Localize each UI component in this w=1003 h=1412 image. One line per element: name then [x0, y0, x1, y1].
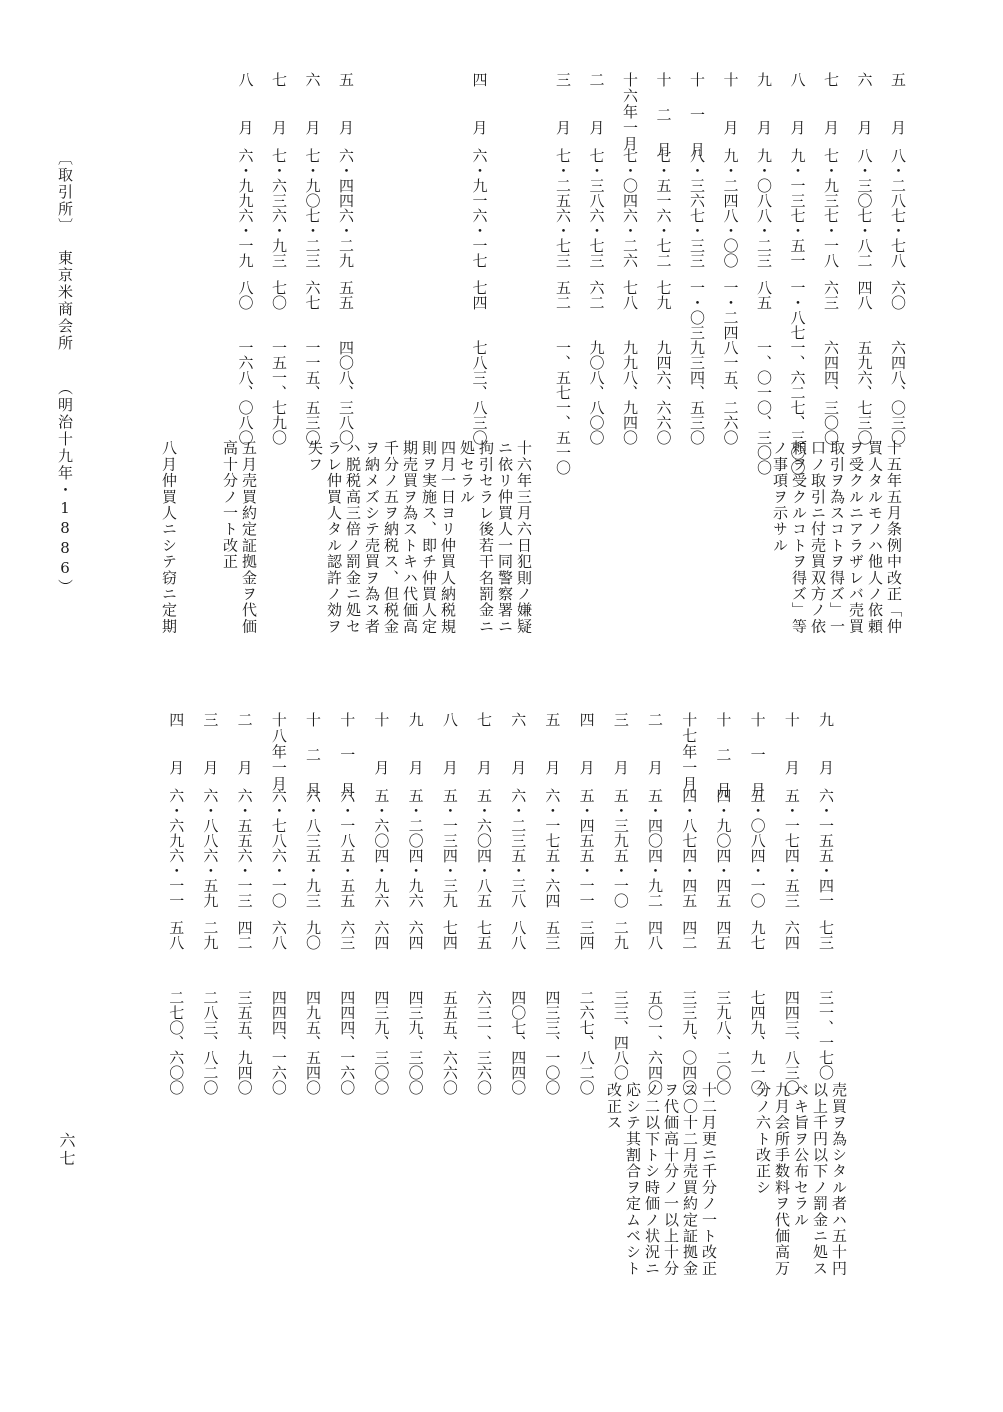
top-high-cell: 七・九三: [822, 148, 840, 208]
top-volume-cell: 一、〇一〇、三〇〇: [755, 340, 773, 475]
bottom-range-cell: 六四: [782, 920, 801, 950]
bottom-volume-cell: 四三九、三〇〇: [372, 990, 391, 1095]
top-month-cell: 三 月: [554, 72, 572, 136]
bottom-high-cell: 六・八八: [201, 788, 220, 848]
top-range-cell: 六三: [822, 280, 840, 310]
bottom-low-cell: 四・四五: [680, 848, 699, 908]
bottom-volume-cell: 三一、一七〇: [817, 990, 835, 1080]
bottom-high-cell: 四・九〇: [714, 788, 733, 848]
bottom-high-cell: 五・四〇: [646, 788, 664, 848]
top-low-cell: 七・五一: [788, 208, 807, 268]
bottom-month-cell: 二 月: [646, 712, 664, 776]
top-high-cell: 八・三〇: [855, 148, 874, 208]
bottom-range-cell: 三四: [577, 920, 596, 950]
bottom-high-cell: 六・八三: [304, 788, 322, 848]
top-note-1: 十五年五月条例中改正「仲 買人タルモノハ他人ノ依頼 ヲ受クルニアラザレバ売買 取引ヲ為スコトヲ得ズ」一 口ノ取引ニ付売買双方ノ依 頼ヲ受クルコトヲ得ズ」等 ノ事項ヲ示サル: [771, 440, 903, 635]
top-high-cell: 六・九九: [236, 148, 255, 208]
top-low-cell: 八・〇〇: [721, 208, 740, 268]
bottom-low-cell: 五・一〇: [611, 848, 630, 908]
top-high-cell: 九・二四: [721, 148, 740, 208]
bottom-volume-cell: 二七〇、六〇〇: [167, 990, 186, 1095]
bottom-range-cell: 九七: [748, 920, 767, 950]
top-volume-cell: 六四四、三〇〇: [822, 340, 840, 445]
top-month-cell: 十 月: [721, 72, 740, 136]
top-range-cell: 八〇: [236, 280, 255, 310]
top-range-cell: 五五: [337, 280, 355, 310]
top-volume-cell: 九四六、六六〇: [654, 340, 673, 445]
bottom-month-cell: 三 月: [201, 712, 220, 776]
top-note-2: 十六年三月六日犯則ノ嫌疑 ニ依リ仲買人一同警察署ニ 拘引セラレ後若干名罰金ニ 処セラル 四月一日ヨリ仲買人納税規 則ヲ実施ス、即チ仲買人定 期売買ヲ為ストキハ代価高 千分ノ五ヲ納税ス、但税金 ヲ納メズシテ売買ヲ為ス者 ハ脱税高三倍ノ罰金ニ処セ ラレ仲買人タル認許ノ効ヲ 失フ: [306, 440, 533, 635]
top-month-cell: 七 月: [822, 72, 840, 136]
bottom-month-cell: 十 一 月: [338, 712, 357, 798]
top-high-cell: 七・三八: [587, 148, 606, 208]
footer-period: （明治十九年・1886）: [56, 380, 74, 596]
bottom-high-cell: 五・六〇: [372, 788, 391, 848]
bottom-month-cell: 九 月: [817, 712, 835, 776]
top-low-cell: 六・七三: [554, 208, 572, 268]
top-high-cell: 八・二八: [889, 148, 907, 208]
bottom-note-1: 売買ヲ為シタル者ハ五十円 以上千円以下ノ罰金ニ処ス ベキ旨ヲ公布セラル 九月会所手数料ヲ代価高万 分ノ六ト改正シ: [754, 1082, 848, 1277]
top-low-cell: 七・三三: [688, 208, 706, 268]
bottom-range-cell: 二九: [611, 920, 630, 950]
top-low-cell: 七・二三: [303, 208, 322, 268]
bottom-high-cell: 五・〇八: [748, 788, 767, 848]
top-volume-cell: 八一五、二六〇: [721, 340, 740, 445]
bottom-volume-cell: 六三一、三六〇: [475, 990, 493, 1095]
top-high-cell: 七・五一: [654, 148, 673, 208]
footer-title: 東京米商会所: [56, 250, 74, 352]
top-low-cell: 七・一八: [822, 208, 840, 268]
top-low-cell: 六・七二: [654, 208, 673, 268]
bottom-low-cell: 四・四五: [714, 848, 733, 908]
bottom-range-cell: 九〇: [304, 920, 322, 950]
bottom-volume-cell: 三三九、〇四〇: [680, 990, 699, 1095]
top-volume-cell: 一一五、五三〇: [303, 340, 322, 445]
bottom-volume-cell: 四〇七、四四〇: [509, 990, 528, 1095]
bottom-high-cell: 六・一八: [338, 788, 357, 848]
bottom-month-cell: 十八年一月: [269, 712, 288, 792]
top-low-cell: 六・二六: [621, 208, 639, 268]
bottom-month-cell: 十 月: [372, 712, 391, 776]
bottom-high-cell: 六・七八: [269, 788, 288, 848]
top-volume-cell: 一五一、七九〇: [270, 340, 288, 445]
top-range-cell: 八五: [755, 280, 773, 310]
bottom-low-cell: 四・八五: [475, 848, 493, 908]
top-range-cell: 六七: [303, 280, 322, 310]
bottom-month-cell: 四 月: [577, 712, 596, 776]
bottom-low-cell: 四・三九: [440, 848, 459, 908]
top-low-cell: 七・八二: [855, 208, 874, 268]
top-month-cell: 七 月: [270, 72, 288, 136]
top-range-cell: 五二: [554, 280, 572, 310]
bottom-range-cell: 五八: [167, 920, 186, 950]
bottom-low-cell: 五・九三: [304, 848, 322, 908]
bottom-month-cell: 六 月: [509, 712, 528, 776]
bottom-high-cell: 四・八七: [680, 788, 699, 848]
top-month-cell: 六 月: [855, 72, 874, 136]
bottom-month-cell: 九 月: [406, 712, 425, 776]
top-high-cell: 七・九〇: [303, 148, 322, 208]
bottom-low-cell: 四・五三: [782, 848, 801, 908]
top-high-cell: 七・二五: [554, 148, 572, 208]
bottom-month-cell: 三 月: [611, 712, 630, 776]
bottom-month-cell: 十 一 月: [748, 712, 767, 798]
top-volume-cell: 五九六、七三〇: [855, 340, 874, 445]
bottom-high-cell: 五・一七: [782, 788, 801, 848]
bottom-high-cell: 六・六九: [167, 788, 186, 848]
bottom-low-cell: 四・九二: [646, 848, 664, 908]
bottom-range-cell: 七五: [475, 920, 493, 950]
bottom-low-cell: 五・六四: [543, 848, 562, 908]
bottom-volume-cell: 四四四、一六〇: [269, 990, 288, 1095]
top-volume-cell: 一六八、〇八〇: [236, 340, 255, 445]
top-note-3: 五月売買約定証拠金ヲ代価 高十分ノ一ト改正: [221, 440, 258, 635]
top-low-cell: 七・七八: [889, 208, 907, 268]
top-high-cell: 九・〇八: [755, 148, 773, 208]
top-range-cell: 四八: [855, 280, 874, 310]
top-low-cell: 八・二三: [755, 208, 773, 268]
top-month-cell: 八 月: [236, 72, 255, 136]
bottom-volume-cell: 四四三、八三〇: [782, 990, 801, 1095]
top-range-cell: 七八: [621, 280, 639, 310]
bottom-high-cell: 五・二〇: [406, 788, 425, 848]
top-volume-cell: 九三四、五三〇: [688, 340, 706, 445]
bottom-range-cell: 四八: [646, 920, 664, 950]
bottom-low-cell: 四・一〇: [748, 848, 767, 908]
bottom-low-cell: 五・三八: [509, 848, 528, 908]
bottom-high-cell: 六・一五: [817, 788, 835, 848]
bottom-volume-cell: 四三九、三〇〇: [406, 990, 425, 1095]
bottom-volume-cell: 二六七、八二〇: [577, 990, 596, 1095]
bottom-high-cell: 五・六〇: [475, 788, 493, 848]
bottom-volume-cell: 三九八、二〇〇: [714, 990, 733, 1095]
top-high-cell: 九・一三: [788, 148, 807, 208]
bottom-range-cell: 四五: [714, 920, 733, 950]
bottom-month-cell: 八 月: [440, 712, 459, 776]
bottom-volume-cell: 五五五、六六〇: [440, 990, 459, 1095]
top-month-cell: 五 月: [337, 72, 355, 136]
bottom-month-cell: 二 月: [235, 712, 254, 776]
top-range-cell: 一・〇三: [688, 280, 706, 340]
bottom-volume-cell: 四九五、五四〇: [304, 990, 322, 1095]
bottom-note-2: 十二月更ニ千分ノ一ト改正 ス〇十二月売買約定証拠金 ヲ代価高十分ノ一以上十分 ノ二以下トシ時価ノ状況ニ 応シテ其割合ヲ定ムベシト 改正ス: [605, 1082, 718, 1277]
bottom-high-cell: 五・一三: [440, 788, 459, 848]
top-month-cell: 十 二 月: [654, 72, 673, 158]
bottom-volume-cell: 四四四、一六〇: [338, 990, 357, 1095]
top-volume-cell: 一、五七一、五一〇: [554, 340, 572, 475]
top-range-cell: 六〇: [889, 280, 907, 310]
top-range-cell: 一・八七: [788, 280, 807, 340]
bottom-range-cell: 五三: [543, 920, 562, 950]
bottom-volume-cell: 四三三、一〇〇: [543, 990, 562, 1095]
bottom-range-cell: 二九: [201, 920, 220, 950]
bottom-low-cell: 六・一三: [235, 848, 254, 908]
bottom-low-cell: 五・一一: [577, 848, 596, 908]
top-volume-cell: 九〇八、八〇〇: [587, 340, 606, 445]
top-volume-cell: 一、六二七、三〇〇: [788, 340, 807, 475]
bottom-month-cell: 五 月: [543, 712, 562, 776]
bottom-month-cell: 十七年一月: [680, 712, 699, 792]
top-range-cell: 七九: [654, 280, 673, 310]
top-month-cell: 十 一 月: [688, 72, 706, 158]
top-note-4: 八月仲買人ニシテ窃ニ定期: [160, 440, 178, 635]
top-volume-cell: 六四八、〇三〇: [889, 340, 907, 445]
bottom-volume-cell: 二八三、八二〇: [201, 990, 220, 1095]
top-volume-cell: 七八三、八三〇: [470, 340, 489, 445]
page-number: 六七: [57, 1132, 76, 1168]
top-range-cell: 一・二四: [721, 280, 740, 340]
bottom-month-cell: 十 月: [782, 712, 801, 776]
bottom-range-cell: 七三: [817, 920, 835, 950]
top-range-cell: 七四: [470, 280, 489, 310]
bottom-range-cell: 四二: [235, 920, 254, 950]
bottom-high-cell: 五・四五: [577, 788, 596, 848]
top-month-cell: 九 月: [755, 72, 773, 136]
top-month-cell: 六 月: [303, 72, 322, 136]
top-low-cell: 六・一九: [236, 208, 255, 268]
top-high-cell: 六・九一: [470, 148, 489, 208]
top-low-cell: 六・二九: [337, 208, 355, 268]
bottom-range-cell: 七四: [440, 920, 459, 950]
bottom-month-cell: 七 月: [475, 712, 493, 776]
top-high-cell: 七・〇四: [621, 148, 639, 208]
top-high-cell: 七・六三: [270, 148, 288, 208]
bottom-month-cell: 十 二 月: [304, 712, 322, 798]
bottom-low-cell: 四・九六: [406, 848, 425, 908]
top-month-cell: 四 月: [470, 72, 489, 136]
bottom-low-cell: 五・四一: [817, 848, 835, 908]
top-high-cell: 六・四四: [337, 148, 355, 208]
top-month-cell: 五 月: [889, 72, 907, 136]
footer-label: 〔取引所〕: [56, 150, 74, 235]
bottom-volume-cell: 五〇一、六四〇: [646, 990, 664, 1095]
bottom-low-cell: 六・一一: [167, 848, 186, 908]
bottom-range-cell: 八八: [509, 920, 528, 950]
top-month-cell: 二 月: [587, 72, 606, 136]
bottom-low-cell: 六・五九: [201, 848, 220, 908]
bottom-volume-cell: 七四九、九一〇: [748, 990, 767, 1095]
bottom-low-cell: 四・九六: [372, 848, 391, 908]
bottom-range-cell: 六四: [372, 920, 391, 950]
top-low-cell: 六・九三: [270, 208, 288, 268]
top-month-cell: 十六年一月: [621, 72, 639, 152]
bottom-month-cell: 四 月: [167, 712, 186, 776]
bottom-volume-cell: 三三、四八〇: [611, 990, 630, 1080]
bottom-high-cell: 五・三九: [611, 788, 630, 848]
top-volume-cell: 四〇八、三八〇: [337, 340, 355, 445]
bottom-high-cell: 六・一七: [543, 788, 562, 848]
top-high-cell: 八・三六: [688, 148, 706, 208]
top-volume-cell: 九九八、九四〇: [621, 340, 639, 445]
bottom-high-cell: 六・五五: [235, 788, 254, 848]
bottom-range-cell: 六四: [406, 920, 425, 950]
bottom-month-cell: 十 二 月: [714, 712, 733, 798]
top-range-cell: 六二: [587, 280, 606, 310]
bottom-low-cell: 五・五五: [338, 848, 357, 908]
bottom-high-cell: 六・二三: [509, 788, 528, 848]
bottom-low-cell: 六・一〇: [269, 848, 288, 908]
bottom-range-cell: 六八: [269, 920, 288, 950]
top-month-cell: 八 月: [788, 72, 807, 136]
bottom-range-cell: 六三: [338, 920, 357, 950]
top-low-cell: 六・一七: [470, 208, 489, 268]
top-range-cell: 七〇: [270, 280, 288, 310]
bottom-range-cell: 四二: [680, 920, 699, 950]
top-low-cell: 六・七三: [587, 208, 606, 268]
bottom-volume-cell: 三五五、九四〇: [235, 990, 254, 1095]
